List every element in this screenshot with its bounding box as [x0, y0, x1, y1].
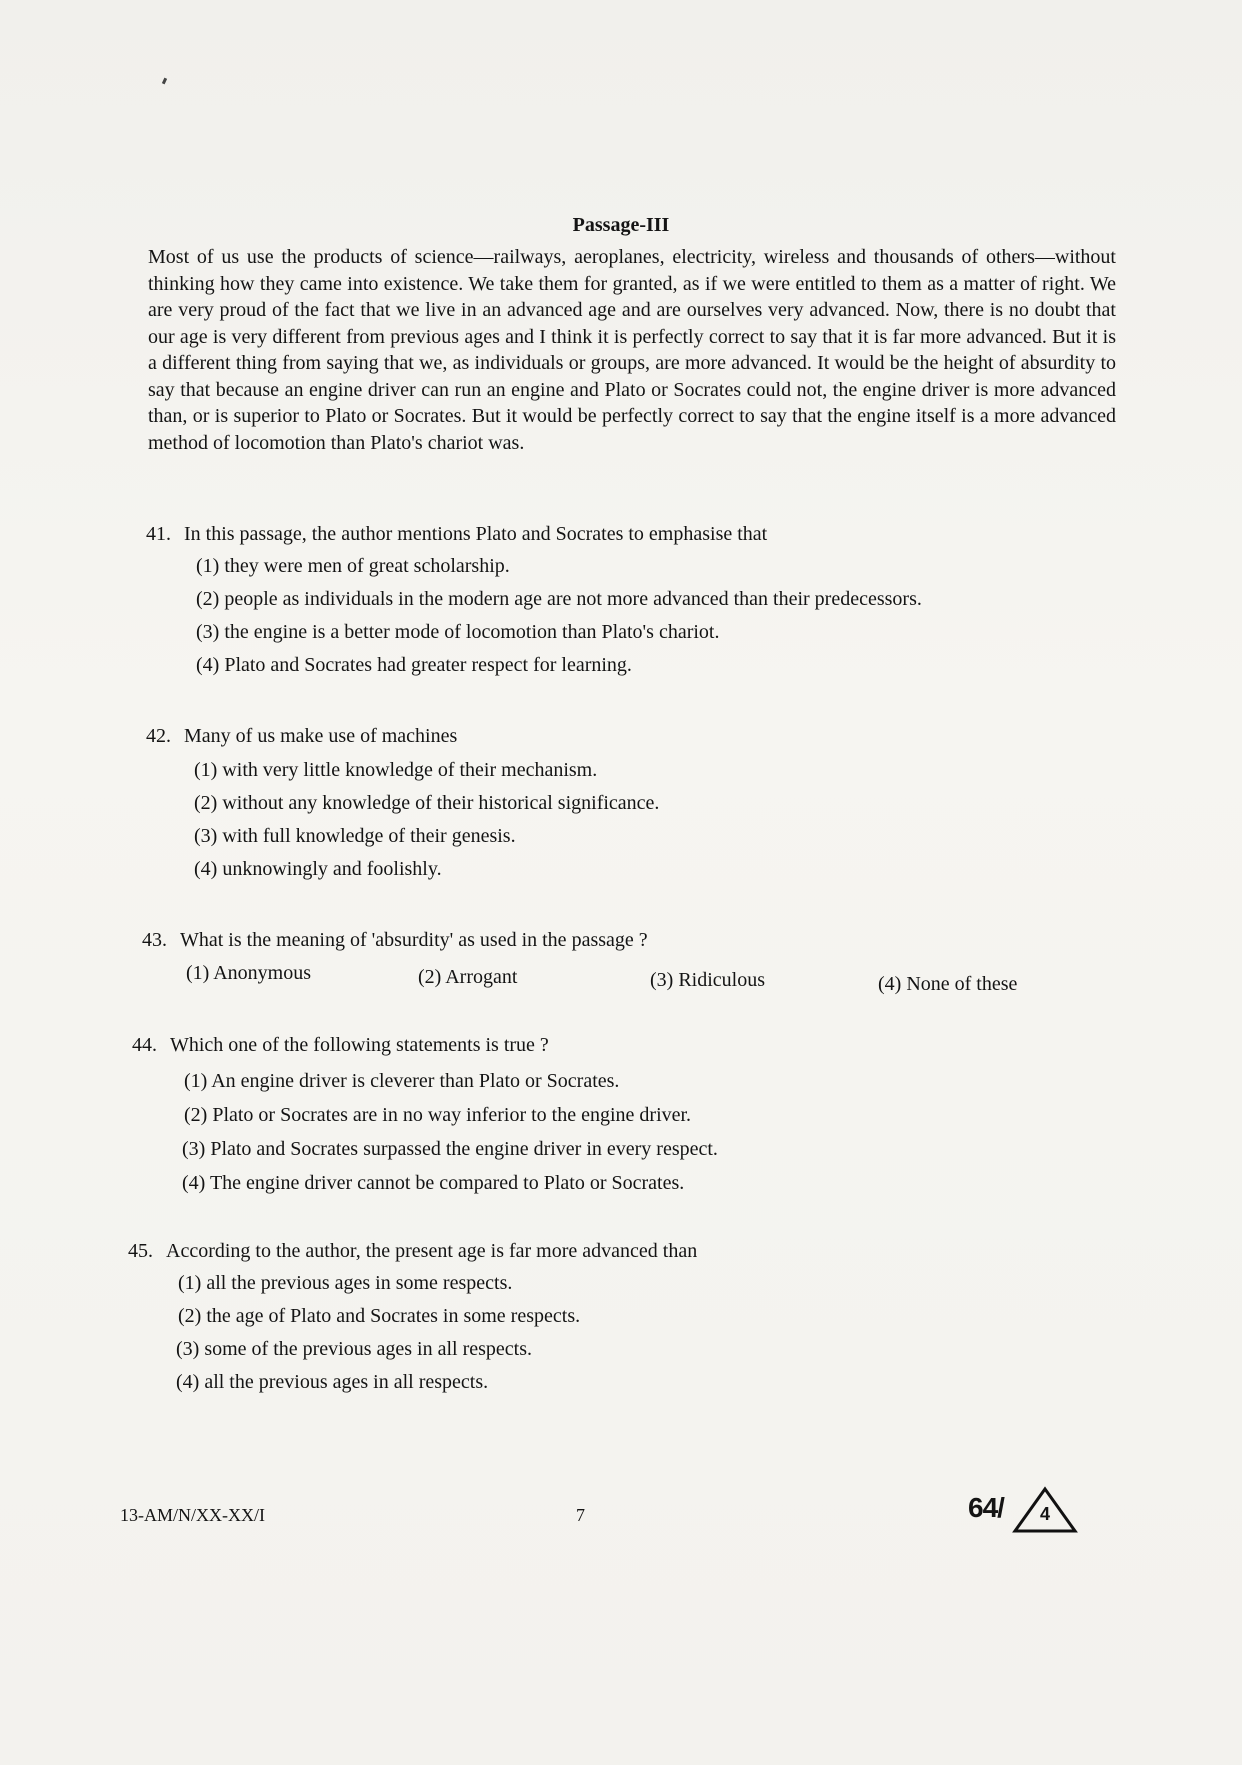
- question-stem: [146, 523, 767, 546]
- question-text: Many of us make use of machines: [184, 725, 458, 747]
- set-code-mark: [968, 1486, 1078, 1536]
- option-4: (4) None of these: [878, 973, 1018, 995]
- option-4: (4) all the previous ages in all respects.: [176, 1371, 489, 1393]
- option-2: (2) the age of Plato and Socrates in some respects.: [178, 1305, 581, 1327]
- question-number: 43.: [142, 929, 167, 951]
- option-4: (4) The engine driver cannot be compared to Plato or Socrates.: [182, 1172, 685, 1194]
- option-2: (2) Arrogant: [418, 966, 518, 988]
- stray-ink-mark: [162, 78, 167, 85]
- option-2: (2) people as individuals in the modern age are not more advanced than their predecessors.: [196, 588, 922, 610]
- option-2: (2) without any knowledge of their historical significance.: [194, 792, 660, 814]
- set-code: 64/: [968, 1492, 1004, 1523]
- question-text: In this passage, the author mentions Plato and Socrates to emphasise that: [184, 523, 768, 545]
- option-3: (3) with full knowledge of their genesis.: [194, 825, 516, 847]
- option-3: (3) Ridiculous: [650, 969, 765, 991]
- option-1: (1) all the previous ages in some respects.: [178, 1272, 513, 1294]
- question-number: 42.: [146, 725, 171, 747]
- option-3: (3) the engine is a better mode of locomotion than Plato's chariot.: [196, 621, 720, 643]
- question-number: 44.: [132, 1034, 157, 1056]
- question-stem: [132, 1034, 549, 1057]
- question-number: 41.: [146, 523, 171, 545]
- paper-code: 13-AM/N/XX-XX/I: [120, 1505, 265, 1525]
- set-number: 4: [1040, 1504, 1051, 1524]
- question-stem: [128, 1240, 697, 1263]
- page-number: 7: [576, 1505, 585, 1525]
- question-stem: [146, 725, 457, 748]
- option-1: (1) with very little knowledge of their mechanism.: [194, 759, 598, 781]
- option-1: (1) An engine driver is cleverer than Plato or Socrates.: [184, 1070, 620, 1092]
- question-number: 45.: [128, 1240, 153, 1262]
- passage-text: Most of us use the products of science—railways, aeroplanes, electricity, wireless and thousands of others—without thinking how they came into existence. We take them for granted, as if we were entitled to them as a matter of right. We are very proud of the fact that we live in an advanced age and are ourselves very advanced. Now, there is no doubt that our age is very different from previous ages and I think it is perfectly correct to say that it is far more advanced. But it is a different thing from saying that we, as individuals or groups, are more advanced. It would be the height of absurdity to say that because an engine driver can run an engine and Plato or Socrates could not, the engine driver is more advanced than, or is superior to Plato or Socrates. But it would be perfectly correct to say that the engine itself is a more advanced method of locomotion than Plato's chariot was.: [148, 246, 1116, 454]
- passage-title: Passage-III: [572, 214, 670, 236]
- option-2: (2) Plato or Socrates are in no way inferior to the engine driver.: [184, 1104, 692, 1126]
- question-text: According to the author, the present age is far more advanced than: [166, 1240, 698, 1262]
- option-4: (4) Plato and Socrates had greater respect for learning.: [196, 654, 632, 676]
- option-3: (3) some of the previous ages in all respects.: [176, 1338, 533, 1360]
- question-text: What is the meaning of 'absurdity' as used in the passage ?: [180, 929, 648, 951]
- question-stem: [142, 929, 648, 952]
- option-3: (3) Plato and Socrates surpassed the engine driver in every respect.: [182, 1138, 718, 1160]
- option-4: (4) unknowingly and foolishly.: [194, 858, 442, 880]
- option-1: (1) Anonymous: [186, 962, 311, 984]
- question-text: Which one of the following statements is true ?: [170, 1034, 549, 1056]
- option-1: (1) they were men of great scholarship.: [196, 555, 510, 577]
